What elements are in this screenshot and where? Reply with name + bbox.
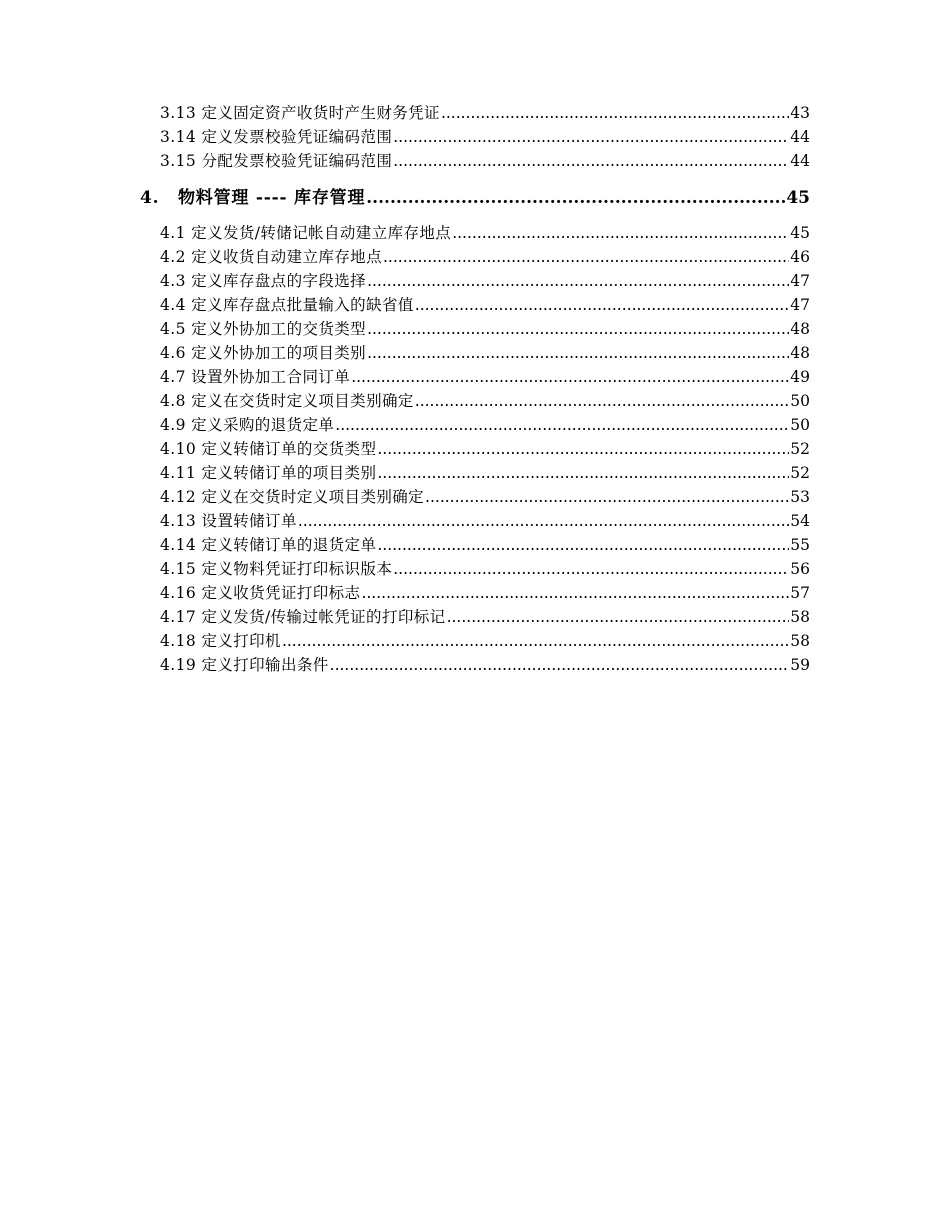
dot-leader bbox=[452, 222, 789, 244]
toc-entry-4-13[interactable] bbox=[160, 510, 810, 532]
toc-entry-title: 4.5 定义外协加工的交货类型 bbox=[160, 320, 367, 338]
toc-entry-title: 4.6 定义外协加工的项目类别 bbox=[160, 344, 367, 362]
toc-entry-4-3[interactable] bbox=[160, 270, 810, 292]
toc-entry-page: 56 bbox=[790, 560, 810, 578]
toc-entry-page: 48 bbox=[790, 320, 810, 338]
toc-entry-page: 57 bbox=[790, 584, 810, 602]
dot-leader bbox=[282, 630, 789, 652]
toc-entry-4-8[interactable] bbox=[160, 390, 810, 412]
toc-entry-3-14[interactable] bbox=[160, 126, 810, 148]
dot-leader bbox=[298, 510, 789, 532]
toc-entry-page: 46 bbox=[790, 248, 810, 266]
toc-entry-title: 4.19 定义打印输出条件 bbox=[160, 656, 329, 674]
toc-entry-4-5[interactable] bbox=[160, 318, 810, 340]
toc-entry-page: 50 bbox=[790, 392, 810, 410]
toc-entry-title: 4.3 定义库存盘点的字段选择 bbox=[160, 272, 367, 290]
toc-entry-title: 4.16 定义收货凭证打印标志 bbox=[160, 584, 361, 602]
toc-entry-4-16[interactable] bbox=[160, 582, 810, 604]
toc-entry-4-17[interactable] bbox=[160, 606, 810, 628]
dot-leader bbox=[393, 558, 789, 580]
dot-leader bbox=[393, 150, 789, 172]
toc-entry-title: 4.18 定义打印机 bbox=[160, 632, 281, 650]
toc-entry-page: 52 bbox=[790, 464, 810, 482]
dot-leader bbox=[415, 390, 789, 412]
toc-entry-page: 52 bbox=[790, 440, 810, 458]
toc-entry-4-12[interactable] bbox=[160, 486, 810, 508]
toc-entry-page: 47 bbox=[790, 296, 810, 314]
dot-leader bbox=[377, 438, 789, 460]
toc-entry-page: 53 bbox=[790, 488, 810, 506]
toc-chapter-number: 4. bbox=[140, 188, 160, 208]
dot-leader bbox=[367, 318, 789, 340]
toc-entry-page: 45 bbox=[790, 224, 810, 242]
toc-entry-title: 4.12 定义在交货时定义项目类别确定 bbox=[160, 488, 425, 506]
dot-leader bbox=[447, 606, 790, 628]
dot-leader bbox=[415, 294, 789, 316]
toc-entry-4-1[interactable] bbox=[160, 222, 810, 244]
toc-entry-title: 3.14 定义发票校验凭证编码范围 bbox=[160, 128, 393, 146]
dot-leader bbox=[441, 102, 789, 124]
toc-entry-title: 4.17 定义发货/传输过帐凭证的打印标记 bbox=[160, 608, 446, 626]
toc-entry-title: 4.4 定义库存盘点批量输入的缺省值 bbox=[160, 296, 414, 314]
toc-entry-page: 47 bbox=[790, 272, 810, 290]
toc-entry-title: 4.8 定义在交货时定义项目类别确定 bbox=[160, 392, 414, 410]
toc-entry-title: 4.15 定义物料凭证打印标识版本 bbox=[160, 560, 393, 578]
dot-leader bbox=[367, 270, 789, 292]
toc-entry-page: 58 bbox=[790, 632, 810, 650]
dot-leader bbox=[377, 534, 789, 556]
toc-entry-page: 58 bbox=[790, 608, 810, 626]
toc-entry-page: 54 bbox=[790, 512, 810, 530]
toc-entry-4-4[interactable] bbox=[160, 294, 810, 316]
toc-entry-4-2[interactable] bbox=[160, 246, 810, 268]
toc-entry-page: 59 bbox=[790, 656, 810, 674]
toc-entry-4-19[interactable] bbox=[160, 654, 810, 676]
toc-entry-4-7[interactable] bbox=[160, 366, 810, 388]
toc-entry-4-18[interactable] bbox=[160, 630, 810, 652]
toc-entry-4-9[interactable] bbox=[160, 414, 810, 436]
dot-leader bbox=[366, 186, 785, 210]
toc-entry-page: 43 bbox=[790, 104, 810, 122]
toc-entry-page: 49 bbox=[790, 368, 810, 386]
toc-entry-4-10[interactable] bbox=[160, 438, 810, 460]
toc-entry-title: 4.9 定义采购的退货定单 bbox=[160, 416, 335, 434]
dot-leader bbox=[335, 414, 789, 436]
toc-entry-3-13[interactable] bbox=[160, 102, 810, 124]
toc-chapter-page: 45 bbox=[786, 188, 810, 208]
toc-entry-3-15[interactable] bbox=[160, 150, 810, 172]
toc-entry-page: 55 bbox=[790, 536, 810, 554]
toc-entry-title: 4.7 设置外协加工合同订单 bbox=[160, 368, 351, 386]
toc-entry-title: 3.15 分配发票校验凭证编码范围 bbox=[160, 152, 393, 170]
toc-entry-title: 4.13 设置转储订单 bbox=[160, 512, 297, 530]
toc-entry-4-6[interactable] bbox=[160, 342, 810, 364]
toc-chapter-4[interactable] bbox=[140, 186, 810, 210]
dot-leader bbox=[351, 366, 789, 388]
toc-entry-title: 4.2 定义收货自动建立库存地点 bbox=[160, 248, 382, 266]
toc-entry-title: 4.1 定义发货/转储记帐自动建立库存地点 bbox=[160, 224, 452, 242]
dot-leader bbox=[361, 582, 789, 604]
toc-entry-title: 4.11 定义转储订单的项目类别 bbox=[160, 464, 377, 482]
dot-leader bbox=[330, 654, 790, 676]
toc-entry-title: 4.14 定义转储订单的退货定单 bbox=[160, 536, 377, 554]
toc-entry-page: 44 bbox=[790, 128, 810, 146]
toc-chapter-title: 物料管理 ---- 库存管理 bbox=[178, 188, 366, 208]
toc-entry-title: 3.13 定义固定资产收货时产生财务凭证 bbox=[160, 104, 440, 122]
toc-entry-4-14[interactable] bbox=[160, 534, 810, 556]
toc-entry-page: 50 bbox=[790, 416, 810, 434]
toc-entry-title: 4.10 定义转储订单的交货类型 bbox=[160, 440, 377, 458]
dot-leader bbox=[383, 246, 789, 268]
toc-entry-page: 44 bbox=[790, 152, 810, 170]
dot-leader bbox=[393, 126, 789, 148]
dot-leader bbox=[425, 486, 789, 508]
dot-leader bbox=[377, 462, 789, 484]
dot-leader bbox=[367, 342, 789, 364]
toc-entry-4-15[interactable] bbox=[160, 558, 810, 580]
toc-entry-page: 48 bbox=[790, 344, 810, 362]
toc-entry-4-11[interactable] bbox=[160, 462, 810, 484]
